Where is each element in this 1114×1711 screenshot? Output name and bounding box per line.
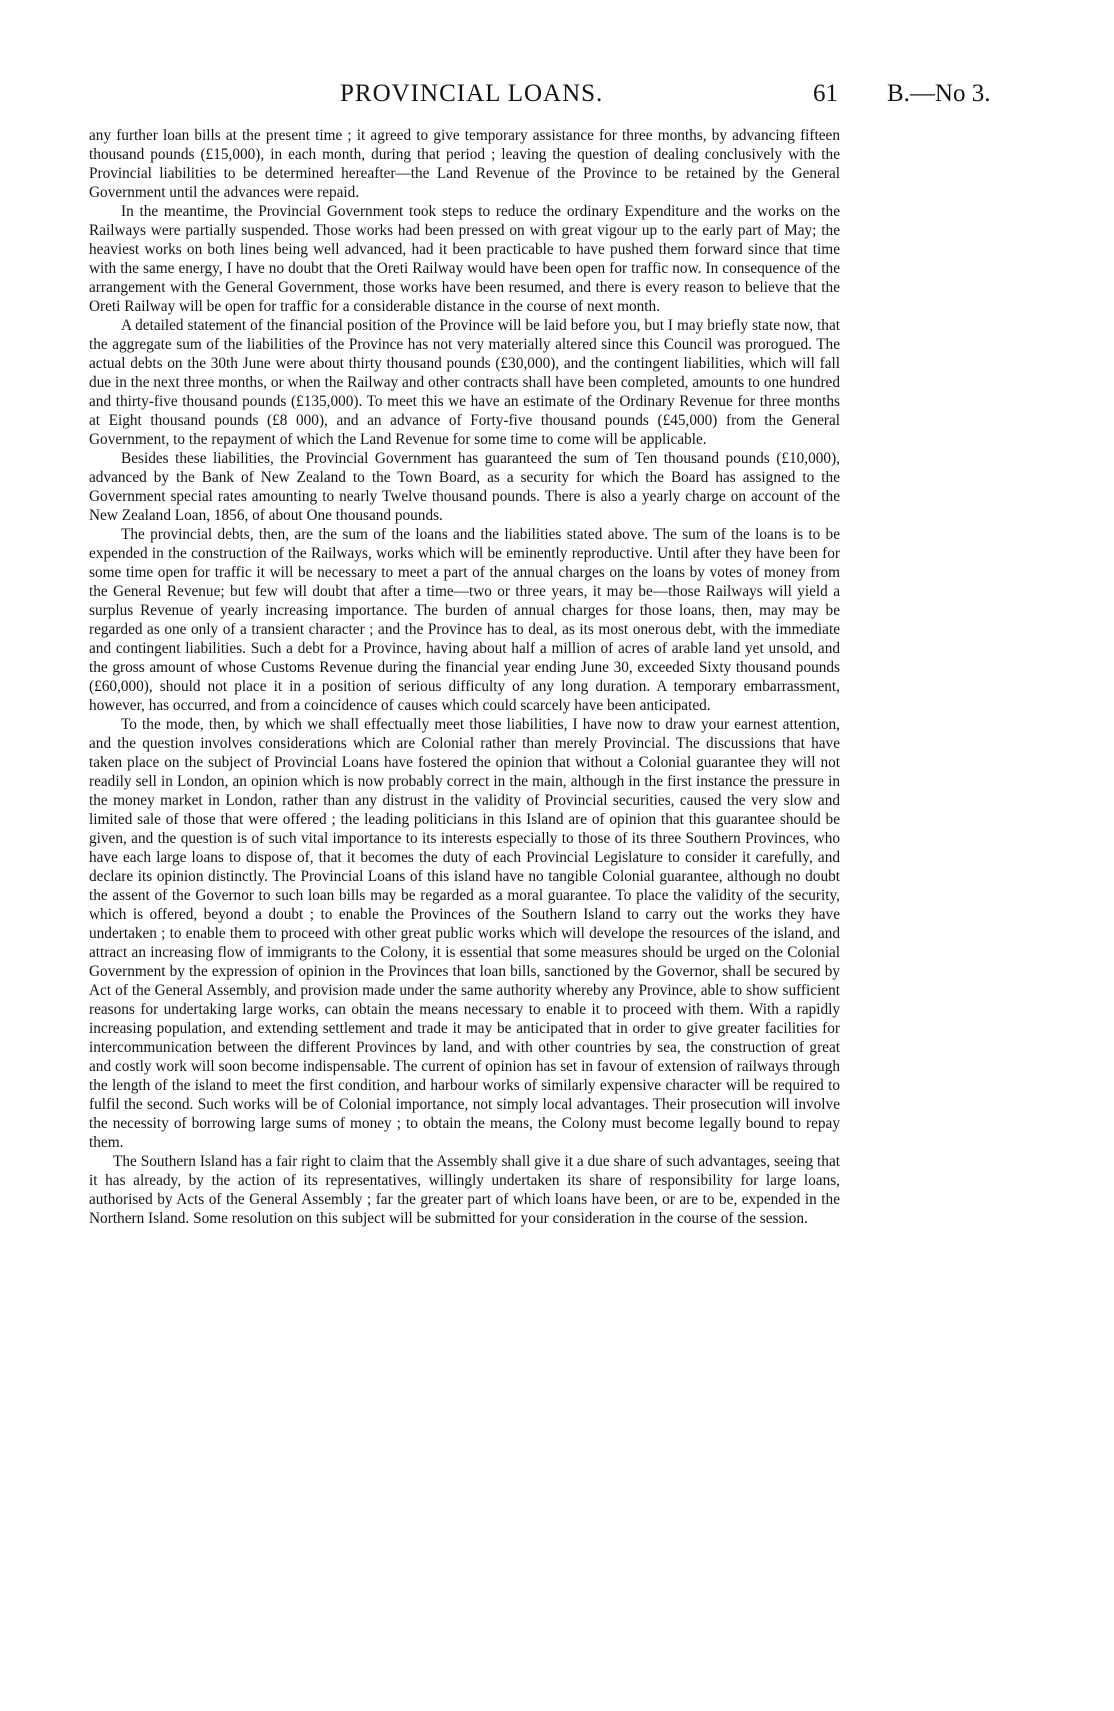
page-title: PROVINCIAL LOANS. [340,80,604,107]
paragraph-southern-island: The Southern Island has a fair right to claim that the Assembly shall give it a due share of such advantages, seeing that it has already, by the action of its representatives, willingly undertaken its share of responsibility for large loans, authorised by Acts of the General Assembly ; far the greater part of which loans have been, or are to be, expended in the Northern Island. Some resolution on this subject will be submitted for your consideration in the course of the session. [89,1153,840,1227]
paragraph-financial-position: A detailed statement of the financial position of the Province will be laid before you, but I may briefly state now, that the aggregate sum of the liabilities of the Province has not very materially altered since this Council was prorogued. The actual debts on the 30th June were about thirty thousand pounds (£30,000), and the contingent liabilities, which will fall due in the next three months, or when the Railway and other contracts shall have been completed, amounts to one hundred and thirty-five thousand pounds (£135,000). To meet this we have an estimate of the Ordinary Revenue for three months at Eight thousand pounds (£8 000), and an advance of Forty-five thousand pounds (£45,000) from the General Government, to the repayment of which the Land Revenue for some time to come will be applicable. [89,317,840,448]
paragraph-continuation: any further loan bills at the present time ; it agreed to give temporary assistance for three months, by advancing fifteen thousand pounds (£15,000), in each month, during that period ; leaving the question of dealing conclusively with the Provincial liabilities to be determined hereafter—the Land Revenue of the Province to be retained by the General Government until the advances were repaid. [89,127,840,201]
page-header [0,80,1114,120]
paper-reference: B.—No 3. [887,80,991,107]
paragraph-railway-works: In the meantime, the Provincial Government took steps to reduce the ordinary Expenditure and the works on the Railways were partially suspended. Those works had been pressed on with great vigour up to the early part of May; the heaviest works on both lines being well advanced, had it been practicable to have pushed them forward since that time with the same energy, I have no doubt that the Oreti Railway would have been open for traffic now. In consequence of the arrangement with the General Government, those works have been resumed, and there is every reason to believe that the Oreti Railway will be open for traffic for a considerable distance in the course of next month. [89,203,840,315]
paragraph-guarantee-liabilities: Besides these liabilities, the Provincial Government has guaranteed the sum of Ten thousand pounds (£10,000), advanced by the Bank of New Zealand to the Town Board, as a security for which the Board has assigned to the Government special rates amounting to nearly Twelve thousand pounds. There is also a yearly charge on account of the New Zealand Loan, 1856, of about One thousand pounds. [89,450,840,524]
body-text [89,126,840,1228]
paragraph-colonial-guarantee: To the mode, then, by which we shall effectually meet those liabilities, I have now to draw your earnest attention, and the question involves considerations which are Colonial rather than merely Provincial. The discussions that have taken place on the subject of Provincial Loans have fostered the opinion that without a Colonial guarantee they will not readily sell in London, an opinion which is now probably correct in the main, although in the first instance the pressure in the money market in London, rather than any distrust in the validity of Provincial securities, caused the very slow and limited sale of those that were offered ; the leading politicians in this Island are of opinion that this guarantee should be given, and the question is of such vital importance to its interests especially to those of its three Southern Provinces, who have each large loans to dispose of, that it becomes the duty of each Provincial Legislature to consider it carefully, and declare its opinion distinctly. The Provincial Loans of this island have no tangible Colonial guarantee, although no doubt the assent of the Governor to such loan bills may be regarded as a moral guarantee. To place the validity of the security, which is offered, beyond a doubt ; to enable the Provinces of the Southern Island to carry out the works they have undertaken ; to enable them to proceed with other great public works which will develope the resources of the island, and attract an increasing flow of immigrants to the Colony, it is essential that some measures should be urged on the Colonial Government by the expression of opinion in the Provinces that loan bills, sanctioned by the Governor, shall be secured by Act of the General Assembly, and provision made under the same authority whereby any Province, able to show sufficient reasons for undertaking large works, can obtain the means necessary to enable it to proceed with them. With a rapidly increasing population, and extending settlement and trade it may be anticipated that in order to give greater facilities for intercommunication between the different Provinces by land, and with other countries by sea, the construction of great and costly work will soon become indispensable. The current of opinion has set in favour of extension of railways through the length of the island to meet the first condition, and harbour works of similarly expensive character will be required to fulfil the second. Such works will be of Colonial importance, not simply local advantages. Their prosecution will involve the necessity of borrowing large sums of money ; to obtain the means, the Colony must become legally bound to repay them. [89,716,840,1151]
paragraph-provincial-debts: The provincial debts, then, are the sum of the loans and the liabilities stated above. The sum of the loans is to be expended in the construction of the Railways, works which will be eminently reproductive. Until after they have been for some time open for traffic it will be necessary to meet a part of the annual charges on the loans by votes of money from the General Revenue; but few will doubt that after a time—two or three years, it may be—those Railways will yield a surplus Revenue of yearly increasing importance. The burden of annual charges for those loans, then, may may be regarded as one only of a transient character ; and the Province has to deal, as its most onerous debt, with the immediate and contingent liabilities. Such a debt for a Province, having about half a million of acres of arable land yet unsold, and the gross amount of whose Customs Revenue during the financial year ending June 30, exceeded Sixty thousand pounds (£60,000), should not place it in a position of serious difficulty of any long duration. A temporary embarrassment, however, has occurred, and from a coincidence of causes which could scarcely have been anticipated. [89,526,840,714]
page-number: 61 [813,80,838,107]
